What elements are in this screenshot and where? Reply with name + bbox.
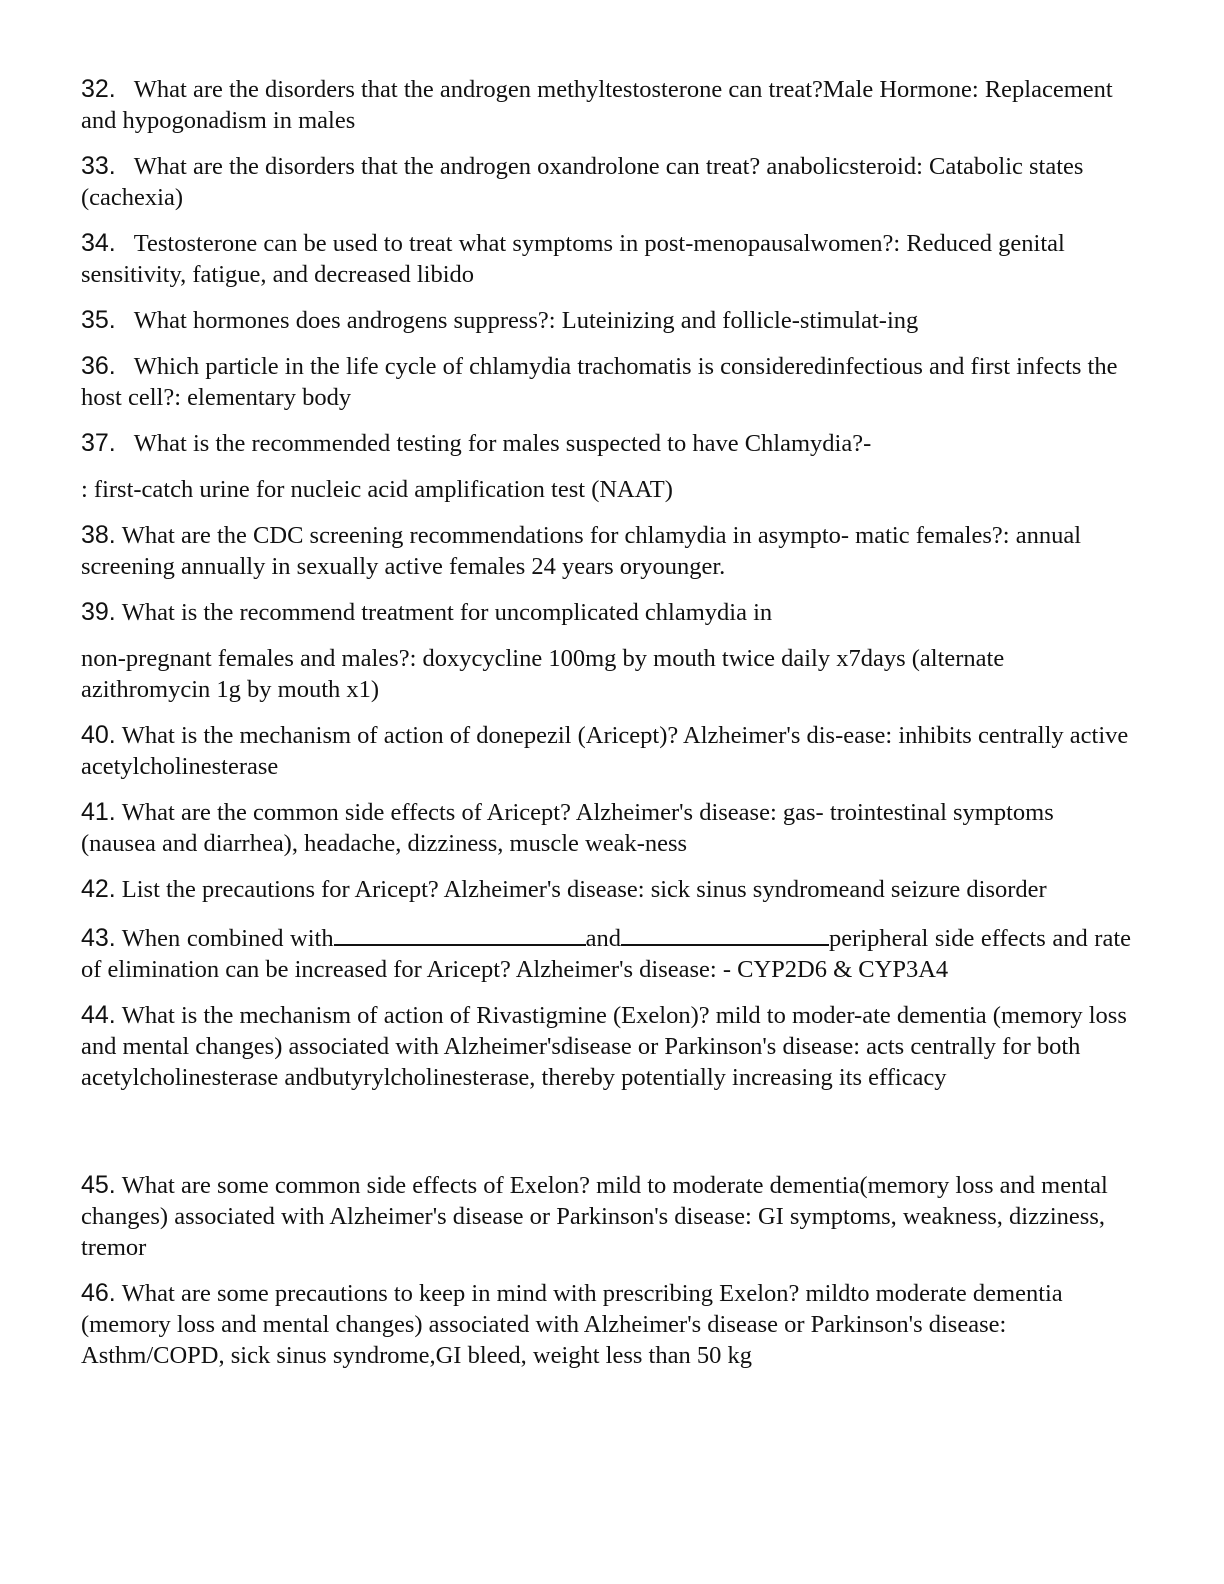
question-number: 46. — [81, 1279, 116, 1307]
question-text: What are some common side effects of Exelon? mild to moderate dementia(memory loss and mental changes) associated with Alzheimer's disease or Parkinson's disease: GI symptoms, weakness, dizziness, tremor — [81, 1172, 1108, 1261]
question-text: What is the recommend treatment for uncomplicated chlamydia in — [121, 599, 773, 626]
fill-in-blank — [621, 920, 829, 946]
document-page — [81, 74, 1131, 1386]
question-45 — [81, 1170, 1131, 1263]
question-text-part-2: and — [585, 925, 621, 952]
question-39-answer: non-pregnant females and males?: doxycycline 100mg by mouth twice daily x7days (alternate azithromycin 1g by mouth x1) — [81, 645, 1005, 703]
question-number: 36. — [81, 352, 116, 380]
question-36 — [81, 351, 1131, 413]
question-41 — [81, 797, 1131, 859]
question-number: 35. — [81, 306, 116, 334]
question-number: 43. — [81, 924, 116, 952]
question-text: What are the CDC screening recommendations for chlamydia in asympto- matic females?: annual screening annually in sexually active females 24 years oryounger. — [81, 522, 1082, 580]
question-text: Testosterone can be used to treat what symptoms in post-menopausalwomen?: Reduced genital sensitivity, fatigue, and decreased libido — [81, 230, 1065, 288]
question-34 — [81, 228, 1131, 290]
question-text: What are some precautions to keep in mind with prescribing Exelon? mildto moderate dementia (memory loss and mental changes) associated with Alzheimer's disease or Parkinson's disease: Asthm/COPD, sick sinus syndrome,GI bleed, weight less than 50 kg — [81, 1280, 1063, 1369]
question-39 — [81, 597, 1131, 628]
question-38 — [81, 520, 1131, 582]
question-number: 44. — [81, 1001, 116, 1029]
question-44 — [81, 1000, 1131, 1093]
question-number: 32. — [81, 75, 116, 103]
question-number: 37. — [81, 429, 116, 457]
question-33 — [81, 151, 1131, 213]
question-text-part-3: peripheral side effects and rate of elimination can be increased for Aricept? Alzheimer's disease: - CYP2D6 & CYP3A4 — [81, 925, 1132, 983]
question-37 — [81, 428, 1131, 459]
question-32 — [81, 74, 1131, 136]
question-number: 39. — [81, 598, 116, 626]
question-number: 33. — [81, 152, 116, 180]
question-text: What is the mechanism of action of Rivastigmine (Exelon)? mild to moder-ate dementia (memory loss and mental changes) associated with Alzheimer'sdisease or Parkinson's disease: acts centrally for both acetylcholinesterase andbutyrylcholinesterase, thereby potentially increasing its efficacy — [81, 1002, 1127, 1091]
question-46 — [81, 1278, 1131, 1371]
question-text: Which particle in the life cycle of chlamydia trachomatis is consideredinfectious and first infects the host cell?: elementary body — [81, 353, 1118, 411]
question-text: List the precautions for Aricept? Alzheimer's disease: sick sinus syndromeand seizure disorder — [121, 876, 1047, 903]
question-text: What are the disorders that the androgen oxandrolone can treat? anabolicsteroid: Catabolic states (cachexia) — [81, 153, 1084, 211]
fill-in-blank — [334, 920, 586, 946]
question-number: 40. — [81, 721, 116, 749]
question-text: What are the disorders that the androgen methyltestosterone can treat?Male Hormone: Replacement and hypogonadism in males — [81, 76, 1113, 134]
question-text: What is the mechanism of action of donepezil (Aricept)? Alzheimer's dis-ease: inhibits centrally active acetylcholinesterase — [81, 722, 1129, 780]
question-number: 42. — [81, 875, 116, 903]
section-spacer — [81, 1108, 1131, 1170]
question-text: What is the recommended testing for males suspected to have Chlamydia?- — [133, 430, 872, 457]
question-number: 34. — [81, 229, 116, 257]
question-number: 45. — [81, 1171, 116, 1199]
question-37-answer: : first-catch urine for nucleic acid amplification test (NAAT) — [81, 476, 673, 503]
question-number: 38. — [81, 521, 116, 549]
question-text: What hormones does androgens suppress?: Luteinizing and follicle-stimulat-ing — [133, 307, 919, 334]
question-40 — [81, 720, 1131, 782]
question-42 — [81, 874, 1131, 905]
question-43 — [81, 920, 1131, 985]
question-35 — [81, 305, 1131, 336]
question-text-part-1: When combined with — [121, 925, 334, 952]
question-text: What are the common side effects of Aricept? Alzheimer's disease: gas- trointestinal symptoms (nausea and diarrhea), headache, dizziness, muscle weak-ness — [81, 799, 1054, 857]
question-number: 41. — [81, 798, 116, 826]
